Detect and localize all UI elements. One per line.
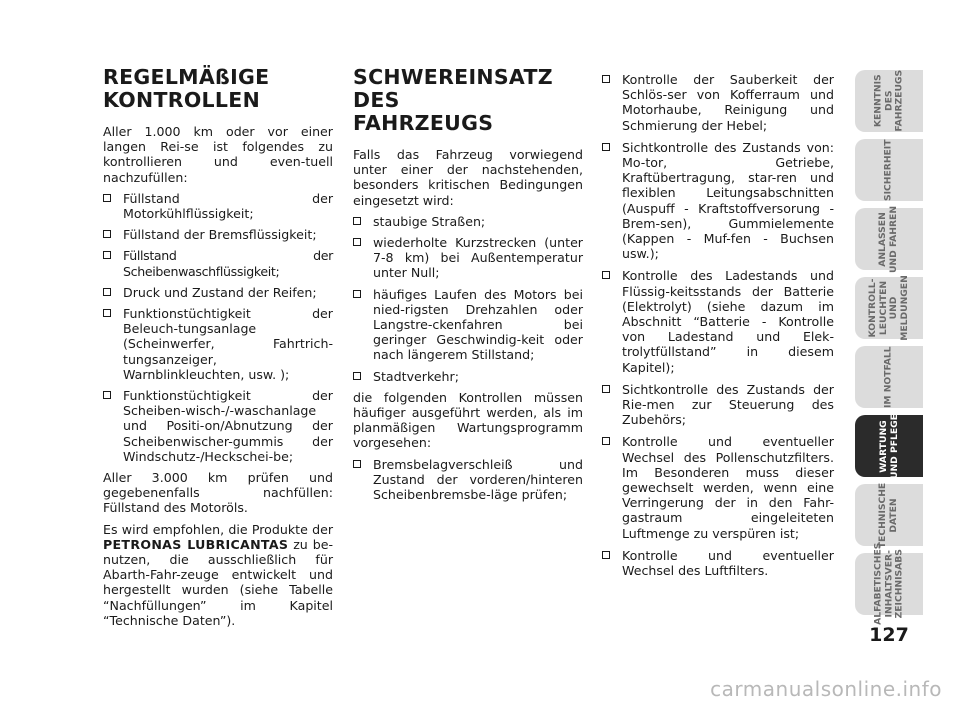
tab-kontrollleuchten[interactable]: KONTROLL- LEUCHTEN UND MELDUNGEN bbox=[855, 277, 923, 339]
page-number: 127 bbox=[869, 624, 909, 646]
tab-wartung-und-pflege[interactable]: WARTUNG UND PFLEGE bbox=[855, 415, 923, 477]
brake-list bbox=[353, 457, 583, 503]
tab-kenntnis-des-fahrzeugs[interactable]: KENNTNIS DES FAHRZEUGS bbox=[855, 70, 923, 132]
list-item: Füllstand der Bremsflüssigkeit; bbox=[103, 227, 333, 242]
brand-name: PETRONAS LUBRICANTAS bbox=[103, 536, 289, 552]
list-item: Sichtkontrolle des Zustands von: Mo-tor, Getriebe, Kraftübertragung, star-ren und flexiblen Leitungsabschnitten (Auspuff - Kraftstoffversorung - Brem-sen), Gummielemente (Kappen - Muf-fen - Buchsen usw.); bbox=[602, 140, 834, 262]
frequency-paragraph: die folgenden Kontrollen müssen häufiger ausgeführt werden, als im planmäßigen Wartungsprogramm vorgesehen: bbox=[353, 389, 583, 451]
tab-anlassen-und-fahren[interactable]: ANLASSEN UND FAHREN bbox=[855, 208, 923, 270]
list-item: Kontrolle und eventueller Wechsel des Pollenschutzfilters. Im Besonderen muss dieser gewechselt werden, wenn eine Verringerung der in den Fahr-gastraum eingeleiteten Luftmenge zu verspüren ist; bbox=[602, 434, 834, 540]
list-item: Funktionstüchtigkeit der Scheiben-wisch-/-waschanlage und Positi-on/Abnutzung der Scheibenwischer-gummis der Windschutz-/Heckschei-be; bbox=[103, 388, 333, 464]
middle-column bbox=[353, 66, 583, 508]
tab-alfabetisches-inhaltsverzeichnis[interactable]: ALFABETISCHES INHALTSVER- ZEICHNISABS bbox=[855, 553, 923, 615]
inspection-list bbox=[602, 72, 834, 578]
right-column bbox=[602, 72, 834, 585]
intro-paragraph: Aller 1.000 km oder vor einer langen Rei-se ist folgendes zu kontrollieren und even-tuell nachzufüllen: bbox=[103, 124, 333, 185]
check-list bbox=[103, 191, 333, 464]
list-item: häufiges Laufen des Motors bei nied-rigsten Drehzahlen oder Langstre-ckenfahren bei geringer Geschwindig-keit oder nach längerem Stillstand; bbox=[353, 287, 583, 363]
recommendation-paragraph: Es wird empfohlen, die Produkte der PETRONAS LUBRICANTAS zu be-nutzen, die ausschließlich für Abarth-Fahr-zeuge entwickelt und hergestellt wurden (siehe Tabelle “Nachfüllungen” im Kapitel “Technische Daten”). bbox=[103, 521, 333, 628]
tab-technische-daten[interactable]: TECHNISCHE DATEN bbox=[855, 484, 923, 546]
list-item: Kontrolle des Ladestands und Flüssig-keitsstands der Batterie (Elektrolyt) (siehe dazum im Abschnitt “Batterie - Kontrolle von Ladestand und Elek-trolytfüllstand” in diesem Kapitel); bbox=[602, 268, 834, 374]
heading-regelmaessige-kontrollen: REGELMÄßIGE KONTROLLEN bbox=[103, 65, 270, 112]
list-item: Stadtverkehr; bbox=[353, 369, 583, 384]
heading-schwereinsatz: SCHWEREINSATZ DES FAHRZEUGS bbox=[353, 65, 553, 135]
condition-list bbox=[353, 214, 583, 384]
list-item: wiederholte Kurzstrecken (unter 7-8 km) bei Außentemperatur unter Null; bbox=[353, 235, 583, 281]
list-item: staubige Straßen; bbox=[353, 214, 583, 229]
left-column bbox=[103, 66, 333, 634]
list-item: Füllstand der Motorkühlflüssigkeit; bbox=[103, 191, 333, 221]
list-item: Bremsbelagverschleiß und Zustand der vorderen/hinteren Scheibenbremsbe-läge prüfen; bbox=[353, 457, 583, 503]
list-item: Kontrolle der Sauberkeit der Schlös-ser von Kofferraum und Motorhaube, Reinigung und Schmierung der Hebel; bbox=[602, 72, 834, 133]
tab-sicherheit[interactable]: SICHERHEIT bbox=[855, 139, 923, 201]
list-item: Füllstand der Scheibenwaschflüssigkeit; bbox=[103, 248, 333, 278]
watermark: carmanualsonline.info bbox=[710, 677, 942, 701]
intro-paragraph: Falls das Fahrzeug vorwiegend unter einer der nachstehenden, besonders kritischen Bedingungen eingesetzt wird: bbox=[353, 147, 583, 208]
oil-paragraph: Aller 3.000 km prüfen und gegebenenfalls nachfüllen: Füllstand des Motoröls. bbox=[103, 470, 333, 516]
list-item: Sichtkontrolle des Zustands der Rie-men zur Steuerung des Zubehörs; bbox=[602, 382, 834, 428]
tab-im-notfall[interactable]: IM NOTFALL bbox=[855, 346, 923, 408]
list-item: Kontrolle und eventueller Wechsel des Luftfilters. bbox=[602, 548, 834, 578]
list-item: Druck und Zustand der Reifen; bbox=[103, 285, 333, 300]
list-item: Funktionstüchtigkeit der Beleuch-tungsanlage (Scheinwerfer, Fahrtrich-tungsanzeiger, Warnblinkleuchten, usw. ); bbox=[103, 306, 333, 382]
